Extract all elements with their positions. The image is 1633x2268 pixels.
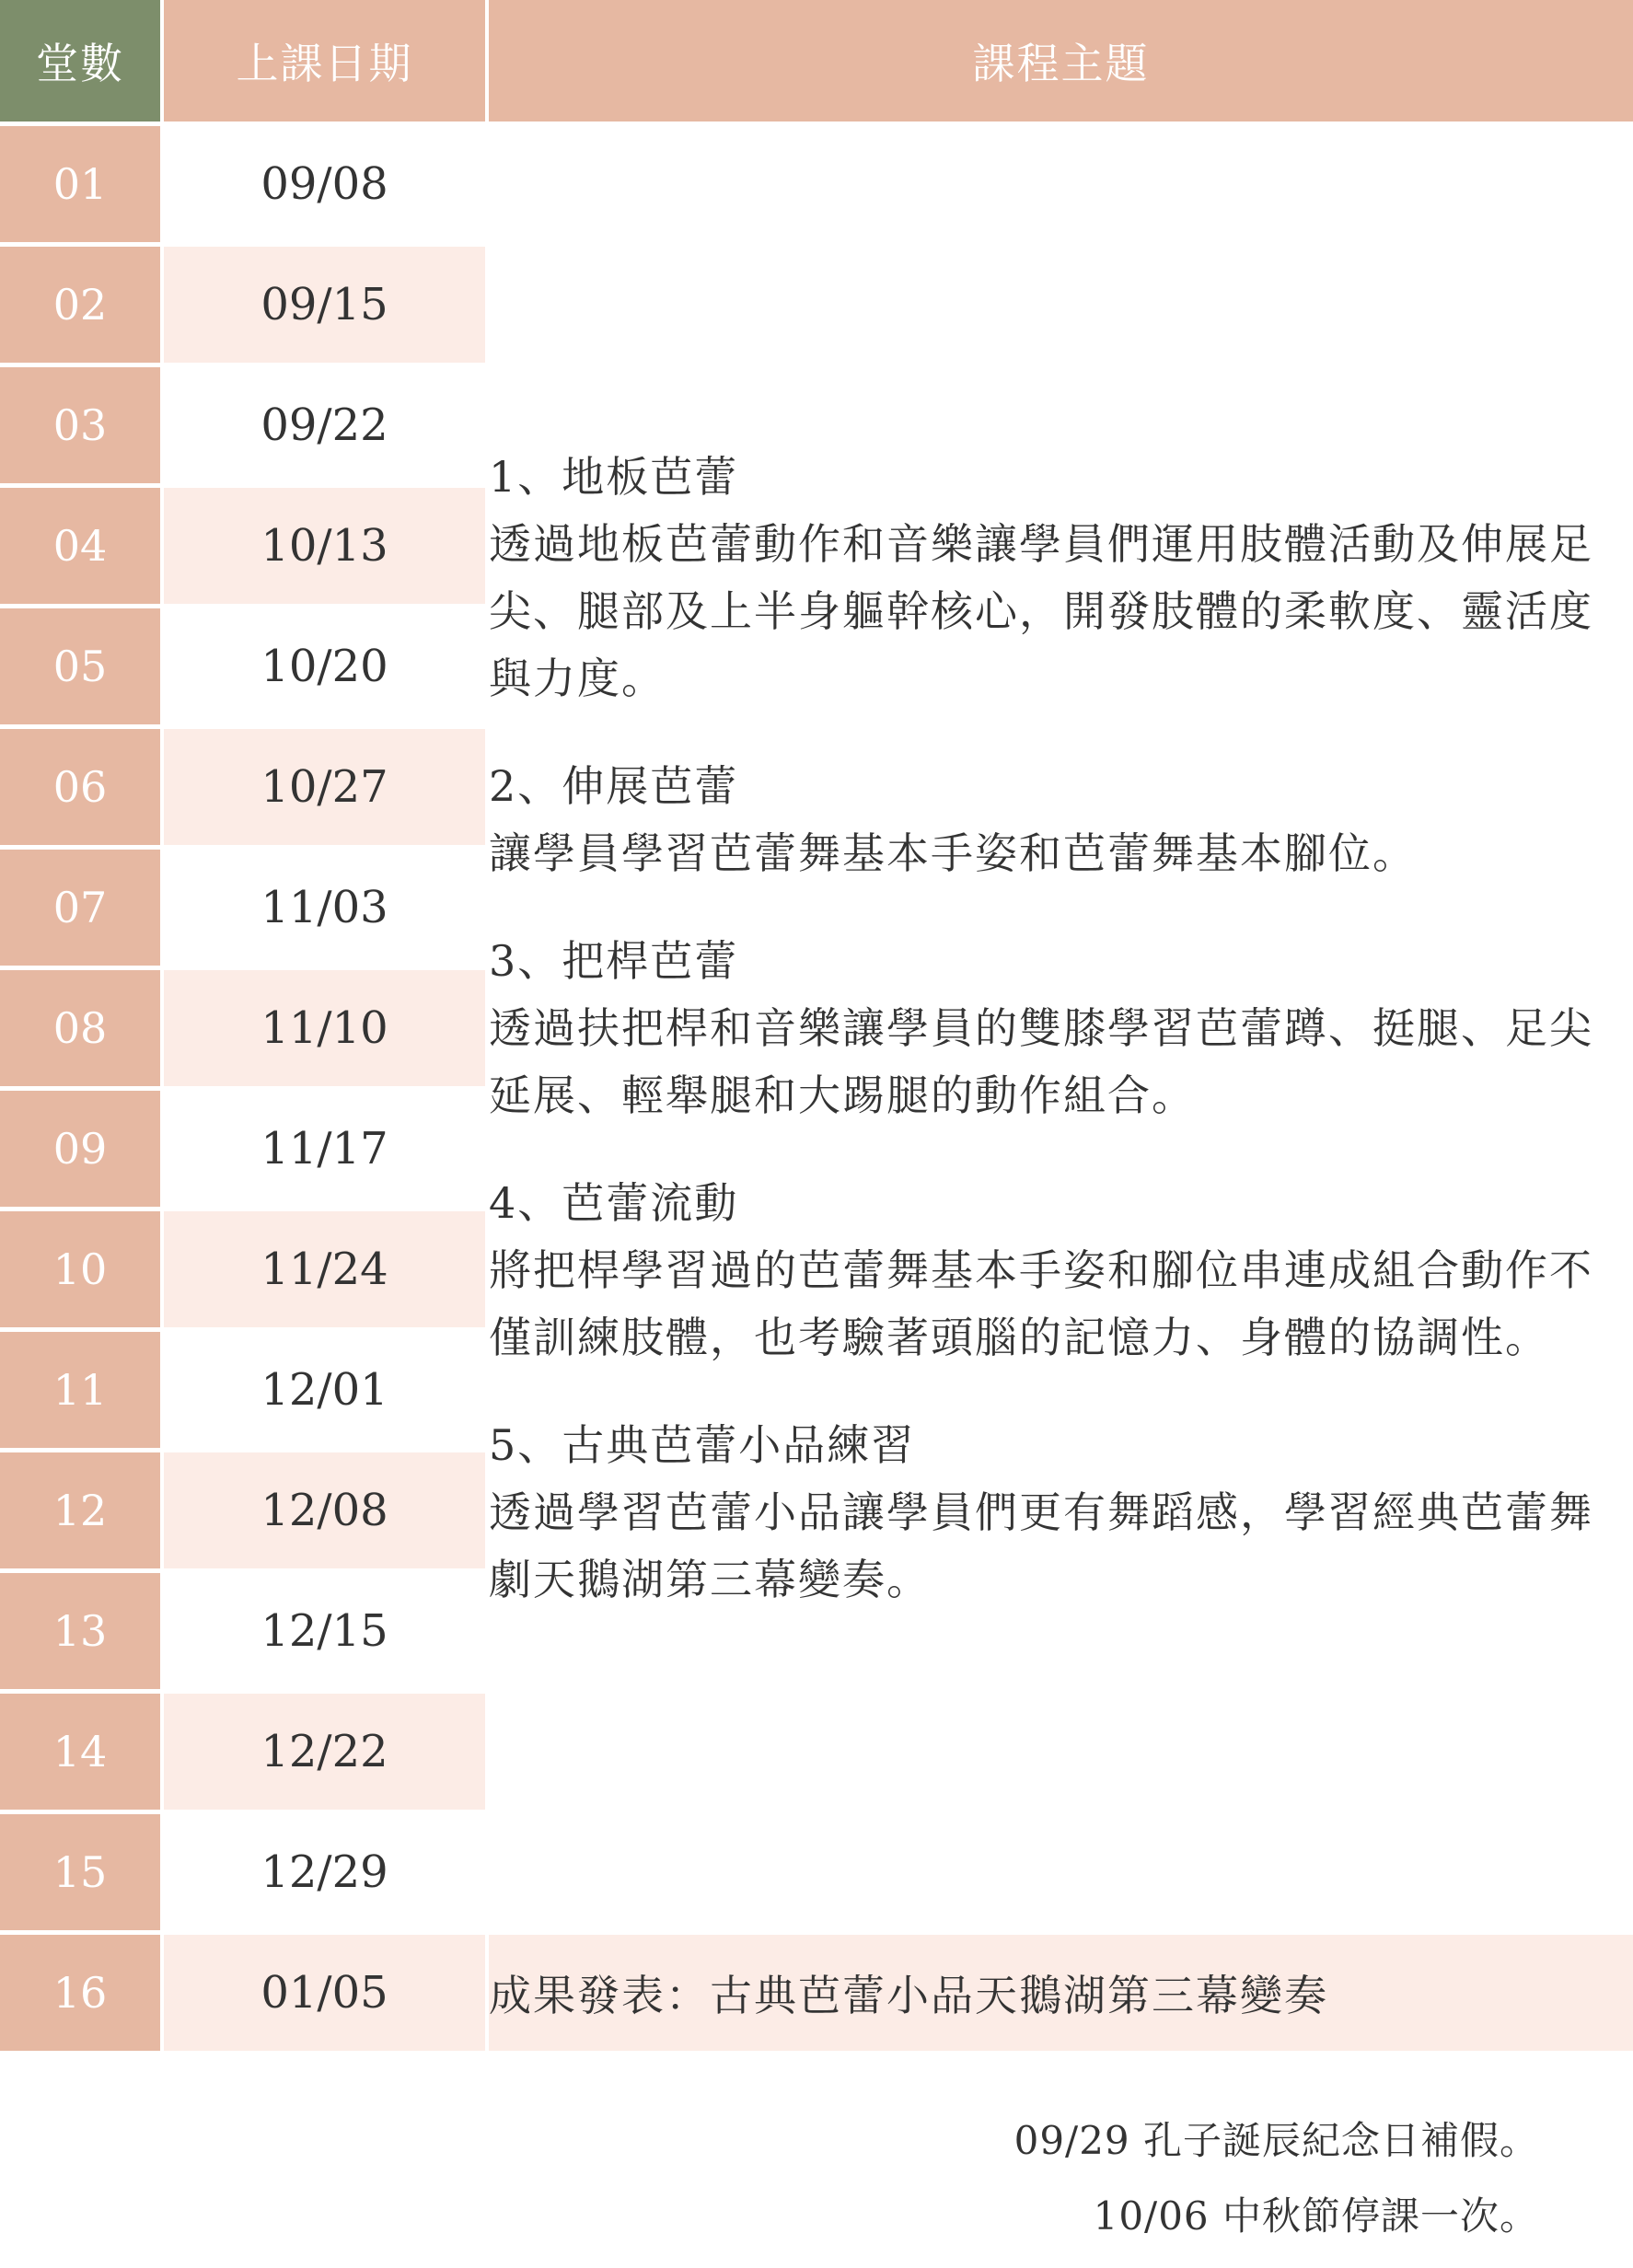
session-number: 02 <box>0 242 164 363</box>
topic-description: 透過學習芭蕾小品讓學員們更有舞蹈感，學習經典芭蕾舞劇天鵝湖第三幕變奏。 <box>489 1487 1593 1604</box>
session-date: 10/20 <box>164 604 489 724</box>
session-number: 05 <box>0 604 164 724</box>
topic-item <box>489 444 1633 712</box>
session-number: 09 <box>0 1086 164 1207</box>
session-date: 11/10 <box>164 966 489 1086</box>
session-number: 06 <box>0 724 164 845</box>
header-session-number: 堂數 <box>0 0 164 122</box>
session-date: 11/03 <box>164 845 489 966</box>
session-number: 15 <box>0 1810 164 1930</box>
session-date: 12/08 <box>164 1448 489 1568</box>
session-number: 08 <box>0 966 164 1086</box>
session-date: 12/22 <box>164 1689 489 1810</box>
session-date: 09/22 <box>164 363 489 483</box>
topic-item <box>489 753 1633 887</box>
session-number: 03 <box>0 363 164 483</box>
session-number: 11 <box>0 1327 164 1448</box>
session-number: 16 <box>0 1930 164 2051</box>
session-date: 12/29 <box>164 1810 489 1930</box>
session-date: 11/17 <box>164 1086 489 1207</box>
final-performance-topic: 成果發表：古典芭蕾小品天鵝湖第三幕變奏 <box>489 1930 1633 2051</box>
topic-description: 將把桿學習過的芭蕾舞基本手姿和腳位串連成組合動作不僅訓練肢體，也考驗著頭腦的記憶力、身體的協調性。 <box>489 1244 1593 1362</box>
table-row <box>0 1930 1633 2051</box>
session-date: 09/15 <box>164 242 489 363</box>
table-header-row <box>0 0 1633 122</box>
topic-title: 5、古典芭蕾小品練習 <box>489 1419 916 1470</box>
session-date: 10/27 <box>164 724 489 845</box>
session-number: 12 <box>0 1448 164 1568</box>
session-number: 04 <box>0 483 164 604</box>
session-number: 01 <box>0 122 164 242</box>
header-course-topic: 課程主題 <box>489 0 1633 122</box>
session-number: 14 <box>0 1689 164 1810</box>
topic-description: 讓學員學習芭蕾舞基本手姿和芭蕾舞基本腳位。 <box>489 827 1417 878</box>
course-topics-cell <box>489 122 1633 1930</box>
topic-item <box>489 928 1633 1129</box>
topic-item <box>489 1170 1633 1371</box>
header-class-date: 上課日期 <box>164 0 489 122</box>
topic-description: 透過扶把桿和音樂讓學員的雙膝學習芭蕾蹲、挺腿、足尖延展、輕舉腿和大踢腿的動作組合。 <box>489 1002 1593 1120</box>
topic-item <box>489 1412 1633 1614</box>
topic-title: 2、伸展芭蕾 <box>489 760 739 811</box>
session-date: 09/08 <box>164 122 489 242</box>
topic-title: 4、芭蕾流動 <box>489 1177 739 1228</box>
topic-title: 3、把桿芭蕾 <box>489 935 739 986</box>
session-date: 01/05 <box>164 1930 489 2051</box>
note-holiday: 09/29 孔子誕辰紀念日補假。 <box>1013 2118 1539 2163</box>
session-date: 10/13 <box>164 483 489 604</box>
schedule-notes <box>1014 2103 1539 2254</box>
note-cancellation: 10/06 中秋節停課一次。 <box>1093 2193 1539 2239</box>
table-row <box>0 122 1633 242</box>
topic-title: 1、地板芭蕾 <box>489 451 739 502</box>
topic-description: 透過地板芭蕾動作和音樂讓學員們運用肢體活動及伸展足尖、腿部及上半身軀幹核心，開發肢體的柔軟度、靈活度與力度。 <box>489 518 1593 703</box>
session-date: 12/01 <box>164 1327 489 1448</box>
session-number: 13 <box>0 1568 164 1689</box>
session-date: 11/24 <box>164 1207 489 1327</box>
session-number: 10 <box>0 1207 164 1327</box>
session-number: 07 <box>0 845 164 966</box>
session-date: 12/15 <box>164 1568 489 1689</box>
